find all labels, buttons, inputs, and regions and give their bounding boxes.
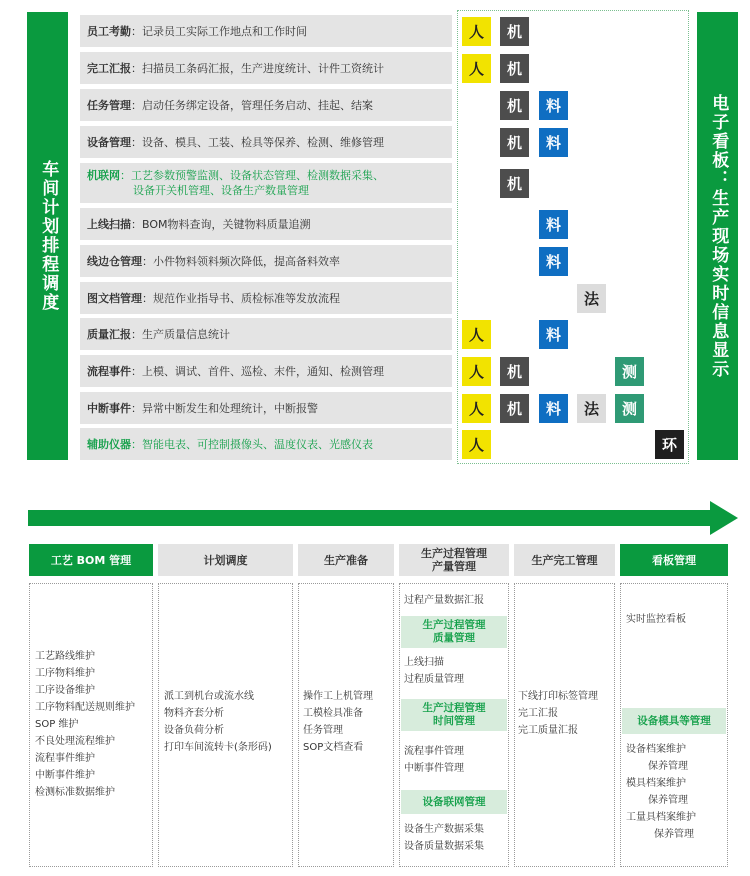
bom-item: 不良处理流程维护 [35, 736, 115, 747]
module-row [80, 245, 452, 277]
factor-tile-liao: 料 [539, 394, 568, 423]
header-plan: 计划调度 [158, 544, 293, 576]
factor-tile-ji: 机 [500, 357, 529, 386]
plan-item: 设备负荷分析 [164, 725, 224, 736]
module-desc: ：启动任务绑定设备，管理任务启动、挂起、结案 [131, 98, 373, 112]
header-process-line2: 产量管理 [432, 560, 476, 573]
factor-tile-huan: 环 [655, 430, 684, 459]
module-text [87, 254, 340, 269]
module-desc: ：智能电表、可控制摄像头、温度仪表、光感仪表 [131, 437, 373, 451]
board-item: 保养管理 [648, 795, 688, 806]
module-row [80, 282, 452, 314]
factor-tile-ren: 人 [462, 320, 491, 349]
left-title-text: 车间计划排程调度 [38, 160, 59, 312]
module-desc-line2: 设备开关机管理、设备生产数量管理 [133, 184, 309, 197]
prep-item: 操作工上机管理 [303, 691, 373, 702]
bom-item: 工艺路线维护 [35, 651, 95, 662]
factor-tile-liao: 料 [539, 247, 568, 276]
module-desc: ：小件物料领料频次降低，提高备料效率 [142, 254, 340, 268]
process-quality-item: 过程质量管理 [404, 674, 464, 685]
module-name: 流程事件 [87, 364, 131, 378]
module-name: 中断事件 [87, 401, 131, 415]
module-row [80, 208, 452, 240]
factor-tile-ren: 人 [462, 430, 491, 459]
module-text [87, 24, 307, 39]
module-text [87, 327, 230, 342]
module-text [87, 61, 384, 76]
plan-item: 派工到机台或流水线 [164, 691, 254, 702]
process-sub-quality: 生产过程管理 质量管理 [401, 616, 507, 648]
module-name: 上线扫描 [87, 217, 131, 231]
process-time-item: 中断事件管理 [404, 763, 464, 774]
module-text [87, 217, 311, 232]
board-item: 工量具档案维护 [626, 812, 696, 823]
prep-item: SOP文档查看 [303, 742, 364, 753]
header-process [399, 544, 509, 576]
finish-item: 下线打印标签管理 [518, 691, 598, 702]
header-prep: 生产准备 [298, 544, 394, 576]
module-row [80, 392, 452, 424]
right-title-text: 电子看板：生产现场实时信息显示 [708, 93, 729, 379]
board-item: 设备档案维护 [626, 744, 686, 755]
plan-item: 物料齐套分析 [164, 708, 224, 719]
flow-arrow-shaft [28, 510, 710, 526]
header-bom: 工艺 BOM 管理 [29, 544, 153, 576]
board-item: 模具档案维护 [626, 778, 686, 789]
module-text [87, 401, 318, 416]
prep-item: 任务管理 [303, 725, 343, 736]
module-row [80, 428, 452, 460]
bom-item: 工序设备维护 [35, 685, 95, 696]
module-desc: ：记录员工实际工作地点和工作时间 [131, 24, 307, 38]
module-desc: ：扫描员工条码汇报，生产进度统计、计件工资统计 [131, 61, 384, 75]
finish-item: 完工质量汇报 [518, 725, 578, 736]
factor-tile-liao: 料 [539, 91, 568, 120]
process-top-item: 过程产量数据汇报 [404, 595, 484, 606]
finish-item: 完工汇报 [518, 708, 558, 719]
module-desc: ：工艺参数预警监测、设备状态管理、检测数据采集、 [120, 169, 384, 182]
module-desc: ：规范作业指导书、质检标准等发放流程 [142, 291, 340, 305]
factor-tile-ji: 机 [500, 394, 529, 423]
module-name: 图文档管理 [87, 291, 142, 305]
factor-tile-fa: 法 [577, 394, 606, 423]
module-name: 任务管理 [87, 98, 131, 112]
bom-item: 检测标准数据维护 [35, 787, 115, 798]
module-desc: ：设备、模具、工装、检具等保养、检测、维修管理 [131, 135, 384, 149]
module-name: 完工汇报 [87, 61, 131, 75]
module-name: 员工考勤 [87, 24, 131, 38]
prep-item: 工模检具准备 [303, 708, 363, 719]
factor-tile-ren: 人 [462, 394, 491, 423]
board-top-item: 实时监控看板 [626, 614, 686, 625]
factor-tile-ren: 人 [462, 357, 491, 386]
bom-item: 工序物料维护 [35, 668, 95, 679]
board-sub-equipment: 设备模具等管理 [622, 708, 726, 734]
header-board: 看板管理 [620, 544, 728, 576]
process-sub-network: 设备联网管理 [401, 790, 507, 814]
factor-tile-liao: 料 [539, 210, 568, 239]
board-item: 保养管理 [654, 829, 694, 840]
factor-tile-fa: 法 [577, 284, 606, 313]
module-text [87, 291, 340, 306]
board-item: 保养管理 [648, 761, 688, 772]
factor-tile-ji: 机 [500, 128, 529, 157]
factor-tile-ji: 机 [500, 17, 529, 46]
factor-tile-ji: 机 [500, 169, 529, 198]
module-desc: ：上模、调试、首件、巡检、末件，通知、检测管理 [131, 364, 384, 378]
factor-tile-ren: 人 [462, 54, 491, 83]
module-row [80, 126, 452, 158]
module-name: 机联网 [87, 169, 120, 182]
process-network-item: 设备生产数据采集 [404, 824, 484, 835]
bom-item: 工序物料配送规则维护 [35, 702, 135, 713]
left-title-bar [27, 12, 68, 460]
module-desc: ：BOM物料查询，关键物料质量追溯 [131, 217, 311, 231]
module-desc: ：异常中断发生和处理统计，中断报警 [131, 401, 318, 415]
process-sub-time: 生产过程管理 时间管理 [401, 699, 507, 731]
module-name: 设备管理 [87, 135, 131, 149]
factor-tile-liao: 料 [539, 320, 568, 349]
factor-tile-ce: 测 [615, 357, 644, 386]
module-text [87, 437, 373, 452]
process-time-item: 流程事件管理 [404, 746, 464, 757]
module-row [80, 89, 452, 121]
factor-tile-ce: 测 [615, 394, 644, 423]
module-text [87, 98, 373, 113]
factor-tile-liao: 料 [539, 128, 568, 157]
module-name: 线边仓管理 [87, 254, 142, 268]
plan-item: 打印车间流转卡(条形码) [164, 742, 272, 753]
module-name: 辅助仪器 [87, 437, 131, 451]
module-row [80, 52, 452, 84]
module-name: 质量汇报 [87, 327, 131, 341]
header-process-line1: 生产过程管理 [421, 547, 487, 560]
factor-tile-ren: 人 [462, 17, 491, 46]
factor-tile-ji: 机 [500, 54, 529, 83]
bom-item: SOP 维护 [35, 719, 79, 730]
module-row [80, 318, 452, 350]
module-desc: ：生产质量信息统计 [131, 327, 230, 341]
module-text [87, 364, 384, 379]
header-finish: 生产完工管理 [514, 544, 615, 576]
process-quality-item: 上线扫描 [404, 657, 444, 668]
module-row [80, 163, 452, 203]
process-network-item: 设备质量数据采集 [404, 841, 484, 852]
flow-arrow-head [710, 501, 738, 535]
module-text [87, 135, 384, 150]
module-row [80, 355, 452, 387]
right-title-bar [697, 12, 738, 460]
module-text [87, 168, 384, 198]
factor-tile-ji: 机 [500, 91, 529, 120]
factor-matrix [457, 10, 689, 464]
bom-item: 流程事件维护 [35, 753, 95, 764]
bom-item: 中断事件维护 [35, 770, 95, 781]
module-row [80, 15, 452, 47]
